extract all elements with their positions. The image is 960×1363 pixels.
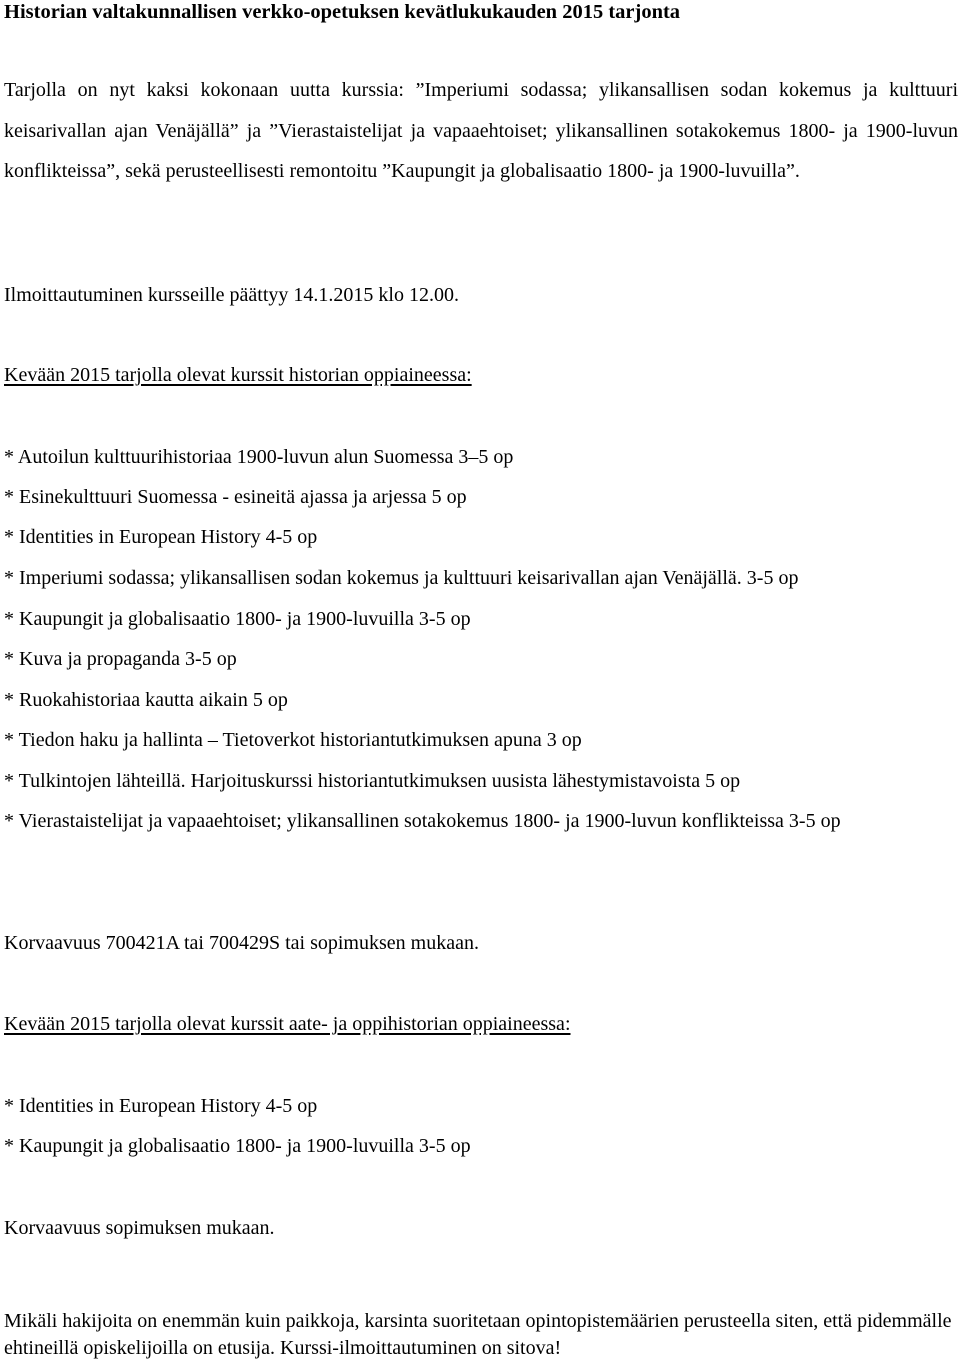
page-title: Historian valtakunnallisen verkko-opetuksen kevätlukukauden 2015 tarjonta (4, 1, 681, 23)
equivalence-note-intellectual-history: Korvaavuus sopimuksen mukaan. (4, 1217, 275, 1239)
section-heading-history: Kevään 2015 tarjolla olevat kurssit historian oppiaineessa: (4, 364, 472, 386)
equivalence-note-history: Korvaavuus 700421A tai 700429S tai sopimuksen mukaan. (4, 932, 479, 954)
course-item: * Kuva ja propaganda 3-5 op (4, 648, 237, 670)
section-heading-intellectual-history: Kevään 2015 tarjolla olevat kurssit aate- ja oppihistorian oppiaineessa: (4, 1013, 571, 1035)
footer-note: Mikäli hakijoita on enemmän kuin paikkoja, karsinta suoritetaan opintopistemäärien perusteella siten, että pidemmälle ehtineillä opiskelijoilla on etusija. Kurssi-ilmoittautuminen on sitova! (4, 1310, 952, 1359)
intro-paragraph: Tarjolla on nyt kaksi kokonaan uutta kurssia: ”Imperiumi sodassa; ylikansallisen sodan kokemus ja kulttuuri keisarivallan ajan Venäjällä” ja ”Vierastaistelijat ja vapaaehtoiset; ylikansallinen sotakokemus 1800- ja 1900-luvun konflikteissa”, sekä perusteellisesti remontoitu ”Kaupungit ja globalisaatio 1800- ja 1900-luvuilla”. (4, 79, 958, 182)
registration-deadline: Ilmoittautuminen kursseille päättyy 14.1.2015 klo 12.00. (4, 284, 459, 306)
course-item: * Ruokahistoriaa kautta aikain 5 op (4, 689, 288, 711)
course-item: * Identities in European History 4-5 op (4, 1095, 318, 1117)
course-item: * Imperiumi sodassa; ylikansallisen sodan kokemus ja kulttuuri keisarivallan ajan Venäjällä. 3-5 op (4, 567, 799, 589)
course-item: * Autoilun kulttuurihistoriaa 1900-luvun alun Suomessa 3–5 op (4, 446, 514, 468)
course-item: * Kaupungit ja globalisaatio 1800- ja 1900-luvuilla 3-5 op (4, 608, 471, 630)
course-item: * Vierastaistelijat ja vapaaehtoiset; ylikansallinen sotakokemus 1800- ja 1900-luvun konflikteissa 3-5 op (4, 810, 841, 832)
course-item: * Kaupungit ja globalisaatio 1800- ja 1900-luvuilla 3-5 op (4, 1135, 471, 1157)
course-item: * Tiedon haku ja hallinta – Tietoverkot historiantutkimuksen apuna 3 op (4, 729, 582, 751)
course-item: * Esinekulttuuri Suomessa - esineitä ajassa ja arjessa 5 op (4, 486, 467, 508)
course-item: * Identities in European History 4-5 op (4, 526, 318, 548)
course-item: * Tulkintojen lähteillä. Harjoituskurssi historiantutkimuksen uusista lähestymistavoista 5 op (4, 770, 741, 792)
